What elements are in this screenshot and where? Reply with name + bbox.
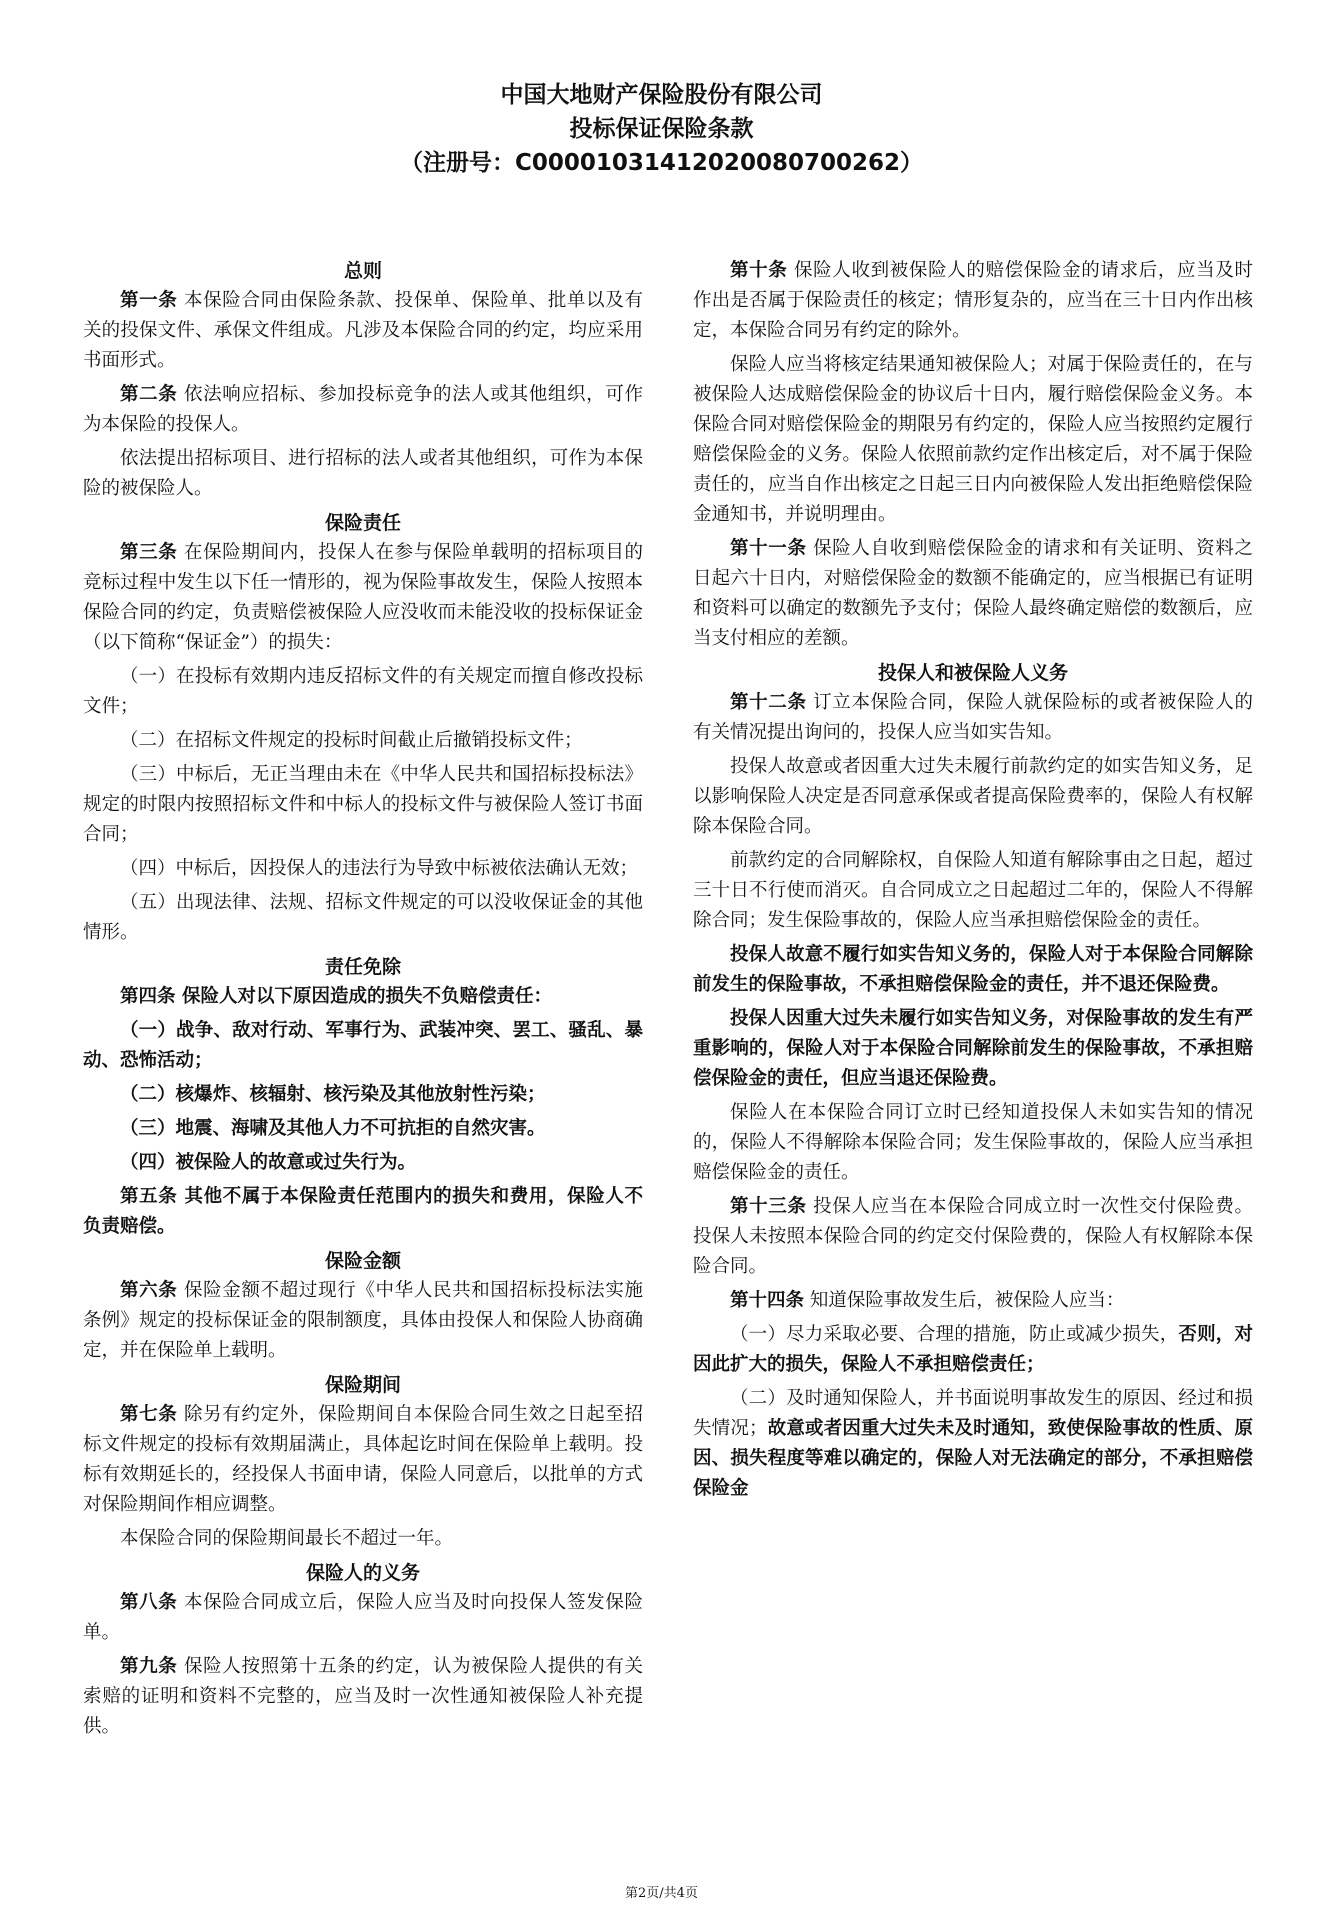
company-name: 中国大地财产保险股份有限公司 bbox=[500, 82, 823, 108]
clause-text: 本保险合同的保险期间最长不超过一年。 bbox=[120, 1528, 454, 1549]
clause-paragraph bbox=[693, 940, 1253, 1000]
clause-paragraph bbox=[83, 1652, 643, 1742]
clause-text: 投保人故意不履行如实告知义务的，保险人对于本保险合同解除前发生的保险事故，不承担赔偿保险金的责任，并不退还保险费。 bbox=[693, 944, 1253, 995]
clause-text: 投保人故意或者因重大过失未履行前款约定的如实告知义务，足以影响保险人决定是否同意承保或者提高保险费率的，保险人有权解除本保险合同。 bbox=[693, 756, 1253, 837]
section-heading: 保险金额 bbox=[324, 1250, 401, 1272]
clause-text: 在保险期间内，投保人在参与保险单载明的招标项目的竞标过程中发生以下任一情形的，视为保险事故发生，保险人按照本保险合同的约定，负责赔偿被保险人应没收而未能没收的投标保证金（以下简称“保证金”）的损失： bbox=[83, 542, 643, 653]
clause-paragraph bbox=[693, 688, 1253, 748]
clause-paragraph bbox=[83, 1080, 643, 1110]
left-column bbox=[83, 256, 643, 1746]
clause-number: 第七条 bbox=[120, 1404, 178, 1425]
document-header bbox=[0, 78, 1323, 180]
clause-paragraph bbox=[83, 1524, 643, 1554]
clause-paragraph bbox=[693, 256, 1253, 346]
clause-paragraph bbox=[83, 1182, 643, 1242]
clause-text: （四）被保险人的故意或过失行为。 bbox=[120, 1152, 417, 1173]
clause-paragraph bbox=[83, 538, 643, 658]
clause-text: 前款约定的合同解除权，自保险人知道有解除事由之日起，超过三十日不行使而消灭。自合同成立之日起超过二年的，保险人不得解除合同；发生保险事故的，保险人应当承担赔偿保险金的责任。 bbox=[693, 850, 1253, 931]
clause-text: （四）中标后，因投保人的违法行为导致中标被依法确认无效； bbox=[120, 858, 639, 879]
clause-paragraph bbox=[83, 1114, 643, 1144]
clause-text: 本保险合同成立后，保险人应当及时向投保人签发保险单。 bbox=[83, 1592, 643, 1643]
clause-paragraph bbox=[83, 1400, 643, 1520]
clause-paragraph bbox=[83, 726, 643, 756]
clause-paragraph bbox=[693, 1320, 1253, 1380]
clause-number: 第十二条 bbox=[730, 692, 807, 713]
section-heading: 责任免除 bbox=[324, 956, 401, 978]
clause-text: （二）核爆炸、核辐射、核污染及其他放射性污染； bbox=[120, 1084, 546, 1105]
clause-paragraph bbox=[693, 1384, 1253, 1504]
clause-paragraph bbox=[693, 534, 1253, 654]
document-title: 投标保证保险条款 bbox=[569, 116, 754, 142]
right-column bbox=[693, 256, 1253, 1508]
clause-text: 保险人收到被保险人的赔偿保险金的请求后，应当及时作出是否属于保险责任的核定；情形复杂的，应当在三十日内作出核定，本保险合同另有约定的除外。 bbox=[693, 260, 1253, 341]
clause-paragraph bbox=[693, 1192, 1253, 1282]
clause-paragraph bbox=[83, 888, 643, 948]
clause-number: 第十一条 bbox=[730, 538, 807, 559]
clause-paragraph bbox=[83, 286, 643, 376]
clause-text: 除另有约定外，保险期间自本保险合同生效之日起至招标文件规定的投标有效期届满止，具体起讫时间在保险单上载明。投标有效期延长的，经投保人书面申请，保险人同意后，以批单的方式对保险期间作相应调整。 bbox=[83, 1404, 643, 1515]
clause-text: 保险人按照第十五条的约定，认为被保险人提供的有关索赔的证明和资料不完整的，应当及时一次性通知被保险人补充提供。 bbox=[83, 1656, 643, 1737]
clause-number: 第十三条 bbox=[730, 1196, 807, 1217]
section-heading: 保险责任 bbox=[324, 512, 401, 534]
clause-paragraph bbox=[83, 1588, 643, 1648]
clause-paragraph bbox=[83, 854, 643, 884]
clause-bold-text: 否则，对因此扩大的损失，保险人不承担赔偿责任； bbox=[693, 1324, 1253, 1375]
clause-text: 保险人应当将核定结果通知被保险人；对属于保险责任的，在与被保险人达成赔偿保险金的协议后十日内，履行赔偿保险金义务。本保险合同对赔偿保险金的期限另有约定的，保险人应当按照约定履行赔偿保险金的义务。保险人依照前款约定作出核定后，对不属于保险责任的，应当自作出核定之日起三日内向被保险人发出拒绝赔偿保险金通知书，并说明理由。 bbox=[693, 354, 1253, 525]
clause-number: 第八条 bbox=[120, 1592, 178, 1613]
clause-text: 保险金额不超过现行《中华人民共和国招标投标法实施条例》规定的投标保证金的限制额度，具体由投保人和保险人协商确定，并在保险单上载明。 bbox=[83, 1280, 643, 1361]
clause-paragraph bbox=[83, 444, 643, 504]
clause-paragraph bbox=[693, 1098, 1253, 1188]
clause-text: （三）地震、海啸及其他人力不可抗拒的自然灾害。 bbox=[120, 1118, 546, 1139]
clause-paragraph bbox=[693, 350, 1253, 530]
section-heading: 投保人和被保险人义务 bbox=[877, 662, 1068, 684]
clause-paragraph bbox=[83, 1148, 643, 1178]
clause-text: 保险人自收到赔偿保险金的请求和有关证明、资料之日起六十日内，对赔偿保险金的数额不能确定的，应当根据已有证明和资料可以确定的数额先予支付；保险人最终确定赔偿的数额后，应当支付相应的差额。 bbox=[693, 538, 1253, 649]
clause-text: 本保险合同由保险条款、投保单、保险单、批单以及有关的投保文件、承保文件组成。凡涉及本保险合同的约定，均应采用书面形式。 bbox=[83, 290, 643, 371]
clause-number: 第九条 bbox=[120, 1656, 178, 1677]
clause-text: （一）尽力采取必要、合理的措施，防止或减少损失， bbox=[730, 1324, 1179, 1345]
clause-text: 第五条 其他不属于本保险责任范围内的损失和费用，保险人不负责赔偿。 bbox=[83, 1186, 643, 1237]
clause-text: 投保人因重大过失未履行如实告知义务，对保险事故的发生有严重影响的，保险人对于本保险合同解除前发生的保险事故，不承担赔偿保险金的责任，但应当退还保险费。 bbox=[693, 1008, 1253, 1089]
clause-text: 依法提出招标项目、进行招标的法人或者其他组织，可作为本保险的被保险人。 bbox=[83, 448, 643, 499]
clause-paragraph bbox=[83, 982, 643, 1012]
clause-paragraph bbox=[693, 1286, 1253, 1316]
clause-paragraph bbox=[83, 662, 643, 722]
clause-paragraph bbox=[83, 1016, 643, 1076]
clause-text: （一）战争、敌对行动、军事行为、武装冲突、罢工、骚乱、暴动、恐怖活动； bbox=[83, 1020, 643, 1071]
section-heading: 总则 bbox=[343, 260, 382, 282]
clause-paragraph bbox=[693, 1004, 1253, 1094]
clause-text: 第四条 保险人对以下原因造成的损失不负赔偿责任： bbox=[120, 986, 552, 1007]
registration-number: （注册号：C00001031412020080700262） bbox=[400, 150, 923, 176]
clause-text: 订立本保险合同，保险人就保险标的或者被保险人的有关情况提出询问的，投保人应当如实告知。 bbox=[693, 692, 1253, 743]
clause-number: 第二条 bbox=[120, 384, 178, 405]
clause-paragraph bbox=[83, 1276, 643, 1366]
clause-text: （一）在投标有效期内违反招标文件的有关规定而擅自修改投标文件； bbox=[83, 666, 643, 717]
clause-text: （五）出现法律、法规、招标文件规定的可以没收保证金的其他情形。 bbox=[83, 892, 643, 943]
clause-text: （三）中标后，无正当理由未在《中华人民共和国招标投标法》规定的时限内按照招标文件和中标人的投标文件与被保险人签订书面合同； bbox=[83, 764, 643, 845]
clause-text: 依法响应招标、参加投标竞争的法人或其他组织，可作为本保险的投保人。 bbox=[83, 384, 643, 435]
clause-text: 投保人应当在本保险合同成立时一次性交付保险费。投保人未按照本保险合同的约定交付保险费的，保险人有权解除本保险合同。 bbox=[693, 1196, 1253, 1277]
clause-text: 知道保险事故发生后，被保险人应当： bbox=[804, 1290, 1125, 1311]
clause-text: （二）在招标文件规定的投标时间截止后撤销投标文件； bbox=[120, 730, 583, 751]
clause-text: （二）及时通知保险人，并书面说明事故发生的原因、经过和损失情况； bbox=[693, 1388, 1253, 1439]
clause-number: 第十四条 bbox=[730, 1290, 805, 1311]
clause-paragraph bbox=[693, 752, 1253, 842]
section-heading: 保险人的义务 bbox=[305, 1562, 420, 1584]
section-heading: 保险期间 bbox=[324, 1374, 401, 1396]
clause-paragraph bbox=[693, 846, 1253, 936]
clause-bold-text: 故意或者因重大过失未及时通知，致使保险事故的性质、原因、损失程度等难以确定的，保险人对无法确定的部分，不承担赔偿保险金 bbox=[693, 1418, 1253, 1499]
clause-number: 第三条 bbox=[120, 542, 178, 563]
clause-number: 第六条 bbox=[120, 1280, 178, 1301]
clause-number: 第十条 bbox=[730, 260, 788, 281]
clause-number: 第一条 bbox=[120, 290, 178, 311]
clause-paragraph bbox=[83, 380, 643, 440]
page-footer: 第2页/共4页 bbox=[625, 1886, 698, 1901]
clause-text: 保险人在本保险合同订立时已经知道投保人未如实告知的情况的，保险人不得解除本保险合同；发生保险事故的，保险人应当承担赔偿保险金的责任。 bbox=[693, 1102, 1253, 1183]
clause-paragraph bbox=[83, 760, 643, 850]
